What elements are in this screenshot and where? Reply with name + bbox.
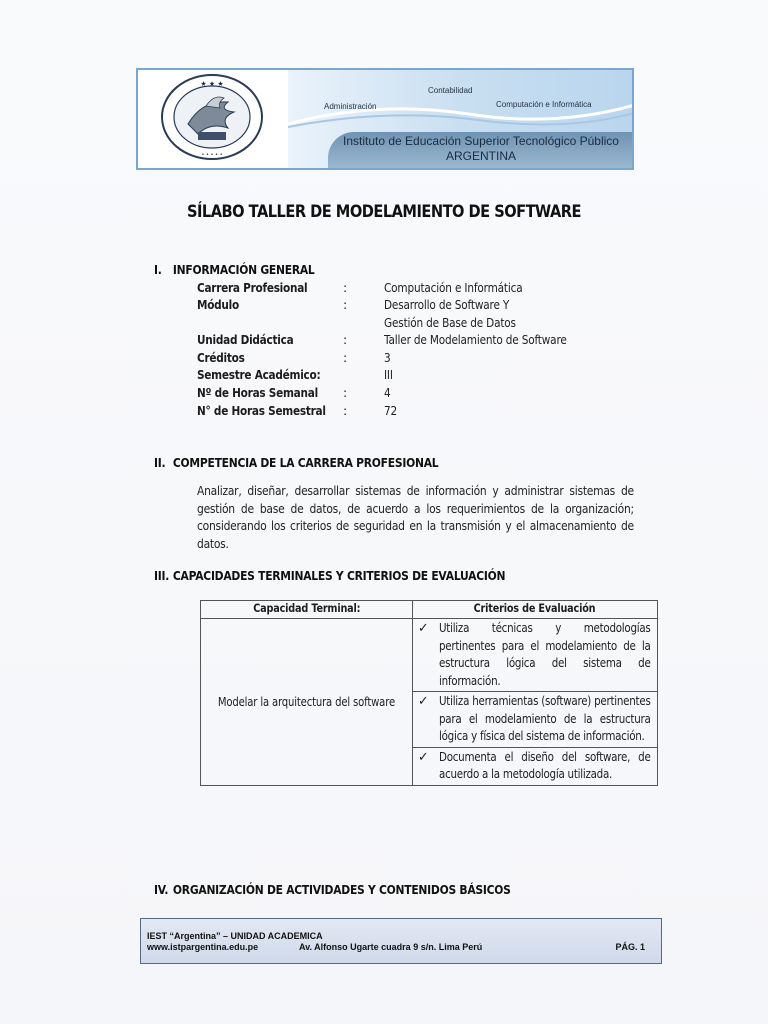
competencia-paragraph: Analizar, diseñar, desarrollar sistemas de información y administrar sistemas de gestión de base de datos, de acuerdo a los requerimientos de la organización; considerando los criterios de seguridad en la transmisión y el almacenamiento de datos.: [197, 483, 634, 551]
footer-institution: IEST “Argentina” – UNIDAD ACADEMICA: [147, 931, 323, 941]
institute-name-line2: ARGENTINA: [445, 149, 516, 163]
capacidad-cell: [201, 619, 413, 786]
section-heading-1: [154, 262, 315, 277]
info-row-modulo: [0, 297, 768, 315]
info-value: III: [384, 367, 393, 382]
section-number: II.: [154, 455, 166, 470]
section-heading-3: [154, 568, 505, 583]
info-label: Carrera Profesional: [197, 280, 308, 295]
banner-label-contabilidad: Contabilidad: [428, 86, 473, 95]
info-value: 3: [384, 350, 391, 365]
info-label: Unidad Didáctica: [197, 332, 294, 347]
info-row-horas-semestral: [0, 403, 768, 421]
info-value: Taller de Modelamiento de Software: [384, 332, 567, 347]
page-footer: [140, 918, 662, 964]
info-value: 4: [384, 385, 391, 400]
logo-area: [138, 70, 288, 168]
info-value: Desarrollo de Software Y: [384, 297, 510, 312]
svg-text:★ ★ ★: ★ ★ ★: [200, 80, 224, 88]
info-colon: :: [343, 280, 348, 295]
institute-name-line1: Instituto de Educación Superior Tecnológico Público: [343, 134, 619, 148]
info-colon: :: [343, 332, 348, 347]
institute-seal-logo: [158, 72, 266, 162]
document-title: SÍLABO TALLER DE MODELAMIENTO DE SOFTWARE: [186, 202, 582, 222]
info-label: Créditos: [197, 350, 245, 365]
info-label: N° de Horas Semestral: [197, 403, 326, 418]
capacidades-table: [200, 600, 658, 786]
capacidad-text: Modelar la arquitectura del software: [217, 694, 395, 709]
table-header-criterios: Criterios de Evaluación: [412, 601, 657, 619]
info-row-semestre: [0, 367, 768, 385]
criterio-text: Utiliza herramientas (software) pertinentes para el modelamiento de la estructura lógica y física del sistema de información.: [438, 694, 651, 743]
info-row-carrera: [0, 280, 768, 298]
info-value: 72: [384, 403, 398, 418]
info-row-unidad: [0, 332, 768, 350]
institute-name: [328, 134, 634, 164]
footer-website: www.istpargentina.edu.pe: [147, 942, 259, 952]
svg-text:• • • • •: • • • • •: [201, 152, 223, 158]
criterio-cell: [412, 747, 657, 785]
info-value: Computación e Informática: [384, 280, 523, 295]
table-header-capacidad: Capacidad Terminal:: [201, 601, 413, 619]
section-number: I.: [154, 262, 162, 277]
info-row-creditos: [0, 350, 768, 368]
section-number: III.: [154, 568, 170, 583]
criterio-text: Documenta el diseño del software, de acuerdo a la metodología utilizada.: [438, 749, 651, 781]
footer-page-number: PÁG. 1: [615, 942, 645, 952]
checkmark-icon: ✓: [417, 694, 429, 709]
criterio-cell: [412, 692, 657, 748]
info-value: Gestión de Base de Datos: [384, 315, 516, 330]
section-title: ORGANIZACIÓN DE ACTIVIDADES Y CONTENIDOS BÁSICOS: [172, 882, 511, 897]
section-number: IV.: [154, 882, 169, 897]
info-row-modulo-cont: [0, 315, 768, 333]
table-header-row: [201, 601, 658, 619]
info-colon: :: [343, 385, 348, 400]
section-heading-2: [154, 455, 438, 470]
banner-label-computacion: Computación e Informática: [496, 100, 592, 109]
section-heading-4: [154, 882, 511, 897]
table-row: [201, 619, 658, 692]
info-label: Nº de Horas Semanal: [197, 385, 318, 400]
info-colon: :: [343, 403, 348, 418]
checkmark-icon: ✓: [417, 621, 429, 636]
info-colon: :: [343, 297, 348, 312]
info-colon: :: [343, 350, 348, 365]
info-row-horas-semanal: [0, 385, 768, 403]
section-title: INFORMACIÓN GENERAL: [172, 262, 315, 277]
criterio-text: Utiliza técnicas y metodologías pertinentes para el modelamiento de la estructura lógica del sistema de información.: [438, 621, 651, 688]
banner-label-administracion: Administración: [324, 102, 377, 111]
criterio-cell: [412, 619, 657, 692]
info-label: Semestre Académico:: [197, 367, 321, 382]
institute-banner: [136, 68, 634, 170]
info-label: Módulo: [197, 297, 239, 312]
section-title: COMPETENCIA DE LA CARRERA PROFESIONAL: [172, 455, 439, 470]
checkmark-icon: ✓: [417, 749, 429, 765]
section-title: CAPACIDADES TERMINALES Y CRITERIOS DE EVALUACIÓN: [172, 568, 506, 583]
footer-address: Av. Alfonso Ugarte cuadra 9 s/n. Lima Perú: [299, 942, 483, 952]
